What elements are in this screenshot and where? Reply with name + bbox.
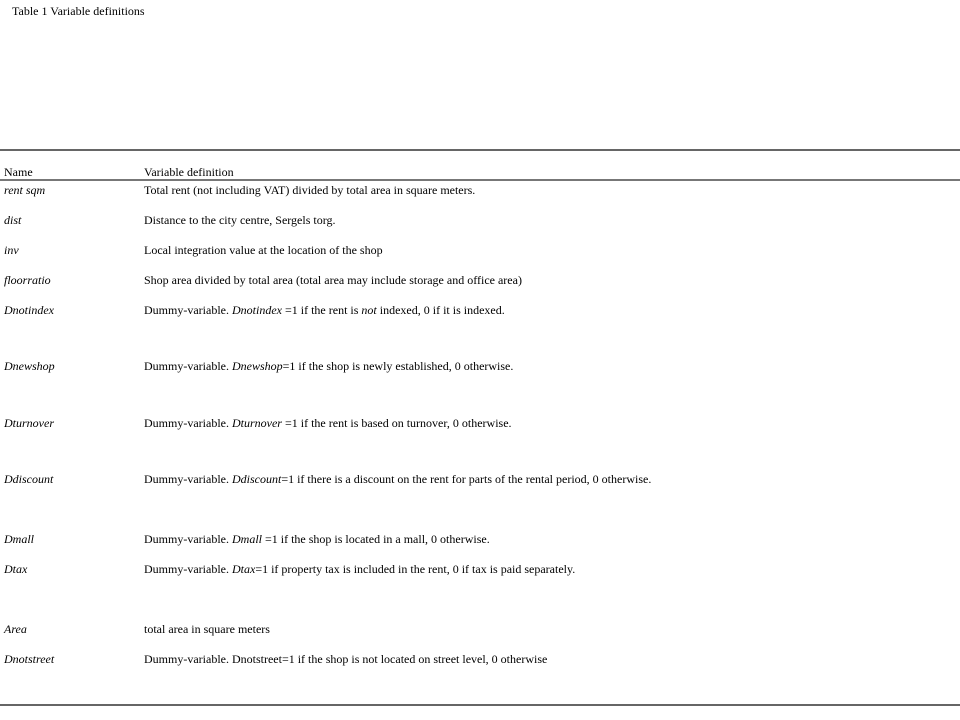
variable-definition: Dummy-variable. Dturnover =1 if the rent is based on turnover, 0 otherwise. bbox=[144, 416, 512, 430]
column-header-definition: Variable definition bbox=[144, 165, 234, 179]
table-row bbox=[0, 621, 960, 637]
variable-definition: Dummy-variable. Dnotindex =1 if the rent is not indexed, 0 if it is indexed. bbox=[144, 303, 505, 317]
variable-name: Area bbox=[4, 622, 27, 636]
table-row bbox=[0, 415, 960, 431]
column-header-name: Name bbox=[4, 165, 33, 179]
table-row bbox=[0, 651, 960, 667]
variable-name: Dnotstreet bbox=[4, 652, 55, 666]
table-caption: Table 1 Variable definitions bbox=[12, 4, 145, 18]
table-row bbox=[0, 531, 960, 547]
variable-name: Dmall bbox=[4, 532, 34, 546]
table-top-rule bbox=[0, 149, 960, 151]
table-row bbox=[0, 272, 960, 288]
variable-name: Dnewshop bbox=[4, 359, 55, 373]
variable-name: Dnotindex bbox=[4, 303, 54, 317]
variable-name: Ddiscount bbox=[4, 472, 54, 486]
variable-definition: total area in square meters bbox=[144, 622, 270, 636]
variable-definition: Dummy-variable. Dmall =1 if the shop is located in a mall, 0 otherwise. bbox=[144, 532, 490, 546]
variable-name: inv bbox=[4, 243, 19, 257]
table-row bbox=[0, 182, 960, 198]
variable-name: Dtax bbox=[4, 562, 28, 576]
table-row bbox=[0, 358, 960, 374]
variable-definition: Local integration value at the location of the shop bbox=[144, 243, 383, 257]
table-row bbox=[0, 561, 960, 577]
variable-definition: Distance to the city centre, Sergels torg. bbox=[144, 213, 336, 227]
variable-name: dist bbox=[4, 213, 22, 227]
table-row bbox=[0, 212, 960, 228]
variable-definition: Shop area divided by total area (total area may include storage and office area) bbox=[144, 273, 522, 287]
variable-definition: Dummy-variable. Dtax=1 if property tax is included in the rent, 0 if tax is paid separately. bbox=[144, 562, 576, 576]
table-bottom-rule bbox=[0, 704, 960, 706]
variable-name: Dturnover bbox=[4, 416, 54, 430]
variable-definition: Dummy-variable. Dnewshop=1 if the shop is newly established, 0 otherwise. bbox=[144, 359, 514, 373]
table-row bbox=[0, 302, 960, 318]
variable-name: floorratio bbox=[4, 273, 51, 287]
table-row bbox=[0, 242, 960, 258]
table-header-rule bbox=[0, 179, 960, 181]
variable-name: rent sqm bbox=[4, 183, 46, 197]
table-row bbox=[0, 471, 960, 487]
variable-definition: Total rent (not including VAT) divided by total area in square meters. bbox=[144, 183, 476, 197]
variable-definition: Dummy-variable. Ddiscount=1 if there is a discount on the rent for parts of the rental period, 0 otherwise. bbox=[144, 472, 652, 486]
variable-definition: Dummy-variable. Dnotstreet=1 if the shop is not located on street level, 0 otherwise bbox=[144, 652, 548, 666]
